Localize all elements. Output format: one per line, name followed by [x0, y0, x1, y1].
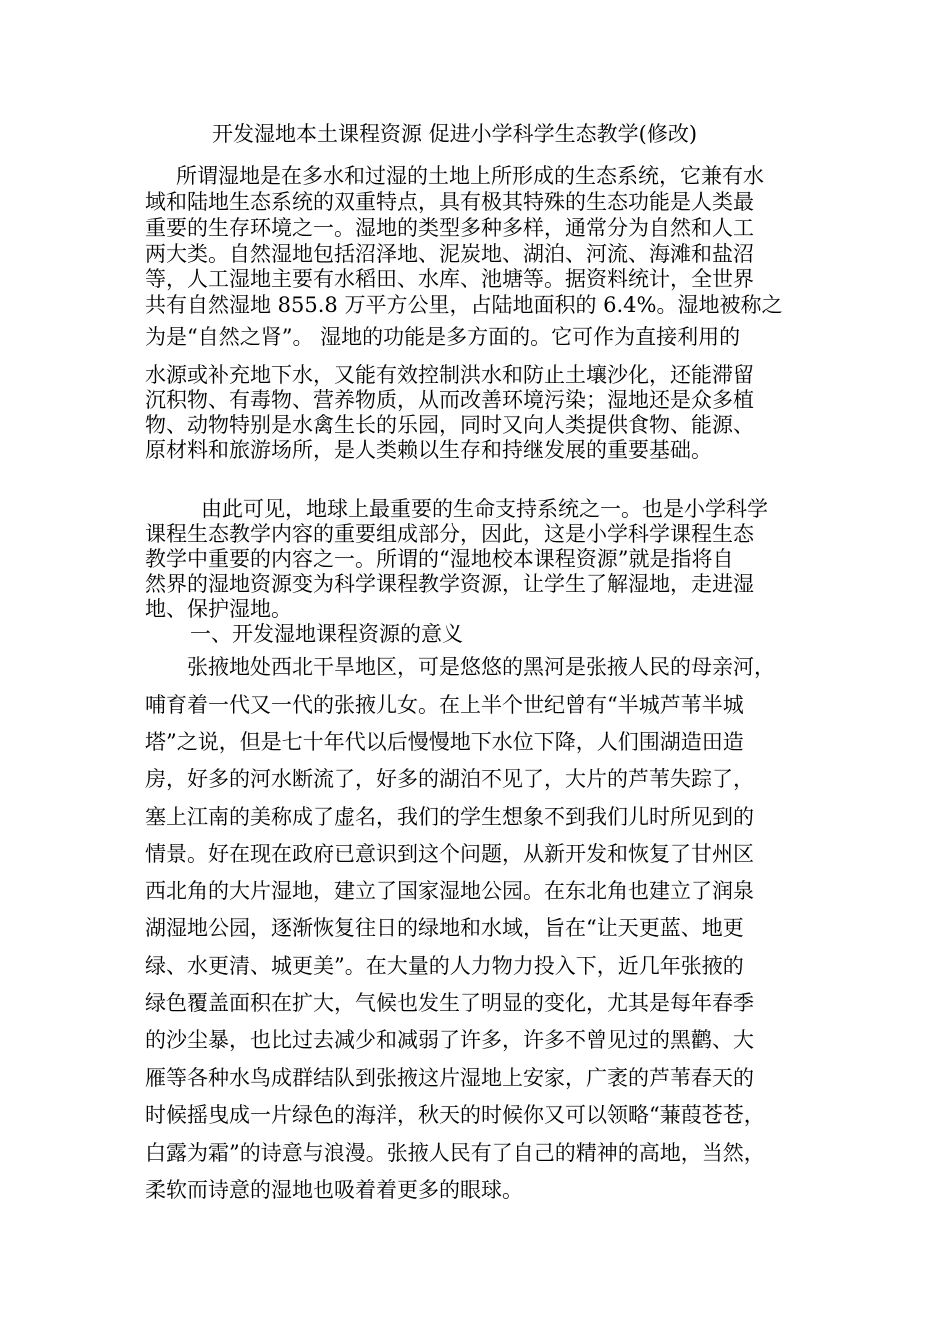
paragraph-line: 地、保护湿地。: [145, 597, 292, 621]
paragraph-line: 塞上江南的美称成了虚名，我们的学生想象不到我们儿时所见到的: [145, 805, 754, 829]
paragraph-line: 课程生态教学内容的重要组成部分，因此，这是小学科学课程生态: [145, 522, 754, 546]
paragraph-line: 哺育着一代又一代的张掖儿女。在上半个世纪曾有“半城芦苇半城: [145, 693, 744, 717]
paragraph-line: 雁等各种水鸟成群结队到张掖这片湿地上安家，广袤的芦苇春天的: [145, 1066, 754, 1090]
paragraph-line: 重要的生存环境之一。湿地的类型多种多样，通常分为自然和人工: [145, 216, 754, 240]
paragraph-line: 原材料和旅游场所，是人类赖以生存和持继发展的重要基础。: [145, 438, 712, 462]
paragraph-line: 白露为霜”的诗意与浪漫。张掖人民有了自己的精神的高地，当然，: [145, 1141, 765, 1165]
section-heading: 一、开发湿地课程资源的意义: [190, 622, 463, 646]
paragraph-line: 物、动物特别是水禽生长的乐园，同时又向人类提供食物、能源、: [145, 413, 754, 437]
paragraph-line: 塔”之说，但是七十年代以后慢慢地下水位下降，人们围湖造田造: [145, 730, 744, 754]
paragraph-line: 由此可见，地球上最重要的生命支持系统之一。也是小学科学: [201, 497, 768, 521]
paragraph-line: 情景。好在现在政府已意识到这个问题，从新开发和恢复了甘州区: [145, 842, 754, 866]
paragraph-line: 等，人工湿地主要有水稻田、水库、池塘等。据资料统计，全世界: [145, 267, 754, 291]
paragraph-line: 绿色覆盖面积在扩大，气候也发生了明显的变化，尤其是每年春季: [145, 991, 754, 1015]
paragraph-line: 共有自然湿地 855.8 万平方公里，占陆地面积的 6.4%。湿地被称之: [145, 293, 783, 317]
paragraph-line: 绿、水更清、城更美”。在大量的人力物力投入下，近几年张掖的: [145, 954, 744, 978]
paragraph-line: 的沙尘暴，也比过去减少和减弱了许多，许多不曾见过的黑鹳、大: [145, 1028, 754, 1052]
paragraph-line: 房，好多的河水断流了，好多的湖泊不见了，大片的芦苇失踪了，: [145, 767, 754, 791]
paragraph-line: 为是“自然之肾”。 湿地的功能是多方面的。它可作为直接利用的: [145, 325, 741, 349]
paragraph-line: 然界的湿地资源变为科学课程教学资源，让学生了解湿地，走进湿: [145, 572, 754, 596]
paragraph-line: 沉积物、有毒物、营养物质，从而改善环境污染；湿地还是众多植: [145, 388, 754, 412]
paragraph-line: 湖湿地公园，逐渐恢复往日的绿地和水域，旨在“让天更蓝、地更: [145, 916, 744, 940]
paragraph-line: 时候摇曳成一片绿色的海洋，秋天的时候你又可以领略“蒹葭苍苍，: [145, 1103, 765, 1127]
paragraph-line: 张掖地处西北干旱地区，可是悠悠的黑河是张掖人民的母亲河，: [187, 655, 775, 679]
paragraph-line: 所谓湿地是在多水和过湿的土地上所形成的生态系统，它兼有水: [176, 164, 764, 188]
paragraph-line: 教学中重要的内容之一。所谓的“湿地校本课程资源”就是指将自: [145, 547, 734, 571]
paragraph-line: 西北角的大片湿地，建立了国家湿地公园。在东北角也建立了润泉: [145, 879, 754, 903]
paragraph-line: 柔软而诗意的湿地也吸着着更多的眼球。: [145, 1178, 523, 1202]
paragraph-line: 域和陆地生态系统的双重特点，具有极其特殊的生态功能是人类最: [145, 190, 754, 214]
paragraph-line: 两大类。自然湿地包括沼泽地、泥炭地、湖泊、河流、海滩和盐沼: [145, 242, 754, 266]
paragraph-line: 水源或补充地下水，又能有效控制洪水和防止土壤沙化，还能滞留: [145, 363, 754, 387]
document-title: 开发湿地本土课程资源 促进小学科学生态教学(修改): [212, 122, 698, 146]
